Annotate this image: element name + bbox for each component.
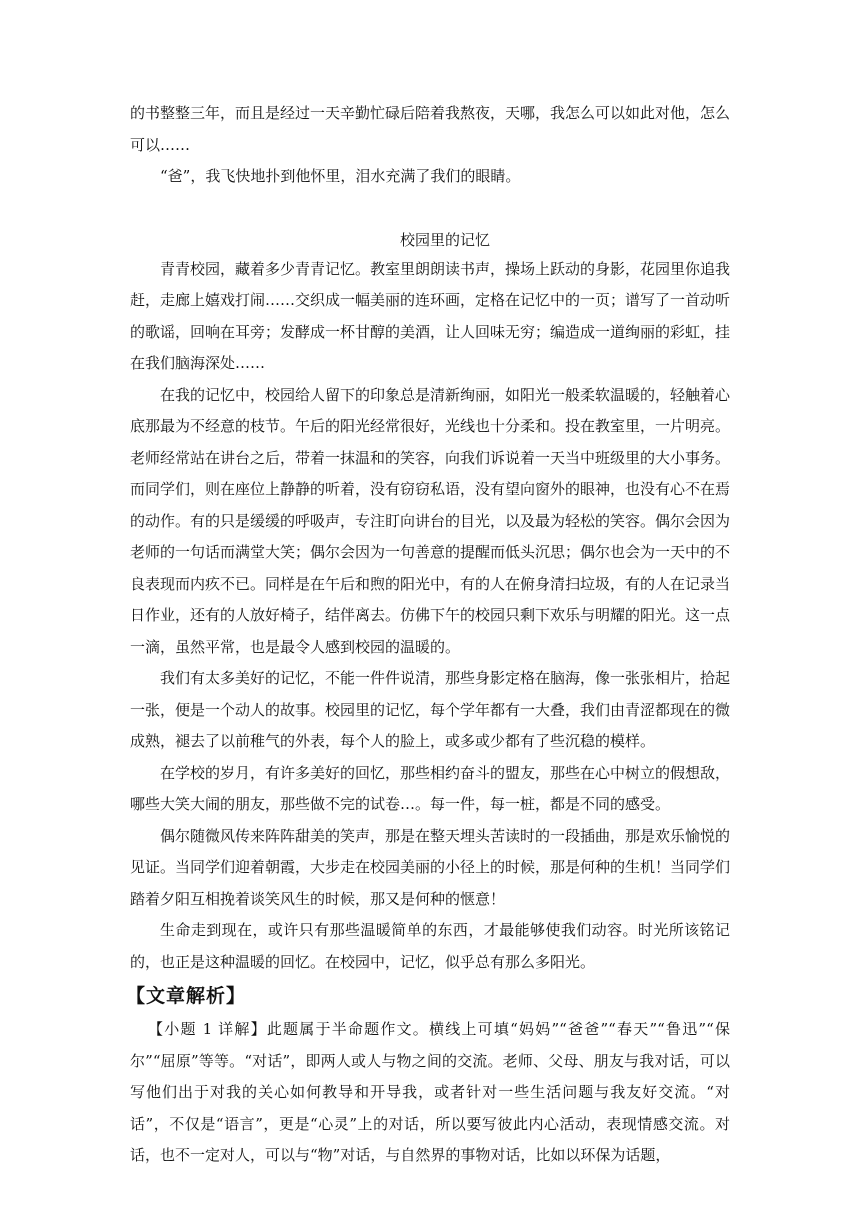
essay-paragraph: 我们有太多美好的记忆，不能一件件说清，那些身影定格在脑海，像一张张相片，拾起一张，便是一个动人的故事。校园里的记忆，每个学年都有一大叠，我们由青涩都现在的微成熟，褪去了以前稚气的外表，每个人的脸上，或多或少都有了些沉稳的模样。 (130, 669, 731, 750)
essay-paragraph: 青青校园，藏着多少青青记忆。教室里朗朗读书声，操场上跃动的身影，花园里你追我赶，走廊上嬉戏打闹……交织成一幅美丽的连环画，定格在记忆中的一页；谱写了一首动听的歌谣，回响在耳旁；发酵成一杯甘醇的美酒，让人回味无穷；编造成一道绚丽的彩虹，挂在我们脑海深处…… (130, 259, 731, 372)
analysis-heading: 【文章解析】 (126, 985, 247, 1007)
essay-title: 校园里的记忆 (399, 230, 490, 249)
essay-paragraph: 生命走到现在，或许只有那些温暖简单的东西，才最能够使我们动容。时光所该铭记的，也正是这种温暖的回忆。在校园中，记忆，似乎总有那么多阳光。 (130, 921, 730, 971)
document-page (126, 98, 731, 1172)
previous-essay-ending-paragraph: 的书整整三年，而且是经过一天辛勤忙碌后陪着我熬夜，天哪，我怎么可以如此对他，怎么可以…… (130, 104, 731, 154)
essay-paragraph: 在我的记忆中，校园给人留下的印象总是清新绚丽，如阳光一般柔软温暖的，轻触着心底那最为不经意的枝节。午后的阳光经常很好，光线也十分柔和。投在教室里，一片明亮。老师经常站在讲台之后，带着一抹温和的笑容，向我们诉说着一天当中班级里的大小事务。而同学们，则在座位上静静的听着，没有窃窃私语，没有望向窗外的眼神，也没有心不在焉的动作。有的只是缓缓的呼吸声，专注盯向讲台的目光，以及最为轻松的笑容。偶尔会因为老师的一句话而满堂大笑；偶尔会因为一句善意的提醒而低头沉思；偶尔也会为一天中的不良表现而内疚不已。同样是在午后和煦的阳光中，有的人在俯身清扫垃圾，有的人在记录当日作业，还有的人放好椅子，结伴离去。仿佛下午的校园只剩下欢乐与明耀的阳光。这一点一滴，虽然平常，也是最令人感到校园的温暖的。 (130, 385, 731, 656)
analysis-paragraph: 【小题 1 详解】此题属于半命题作文。横线上可填“妈妈”“爸爸”“春天”“鲁迅”“保尔”“屈原”等等。“对话”，即两人或人与物之间的交流。老师、父母、朋友与我对话，可以写他们出于对我的关心如何教导和开导我，或者针对一些生活问题与我友好交流。“对话”，不仅是“语言”，更是“心灵”上的对话，所以要写彼此内心活动，表现情感交流。对话，也不一定对人，可以与“物”对话，与自然界的事物对话，比如以环保为话题， (130, 1020, 730, 1164)
essay-paragraph: 在学校的岁月，有许多美好的回忆，那些相约奋斗的盟友，那些在心中树立的假想敌，哪些大笑大闹的朋友，那些做不完的试卷…。每一件，每一桩，都是不同的感受。 (130, 763, 731, 813)
essay-paragraph: 偶尔随微风传来阵阵甜美的笑声，那是在整天埋头苦读时的一段插曲，那是欢乐愉悦的见证。当同学们迎着朝霞，大步走在校园美丽的小径上的时候，那是何种的生机！当同学们踏着夕阳互相挽着谈笑风生的时候，那又是何种的惬意！ (130, 826, 731, 908)
previous-essay-final-line: “爸”，我飞快地扑到他怀里，泪水充满了我们的眼睛。 (160, 167, 521, 185)
